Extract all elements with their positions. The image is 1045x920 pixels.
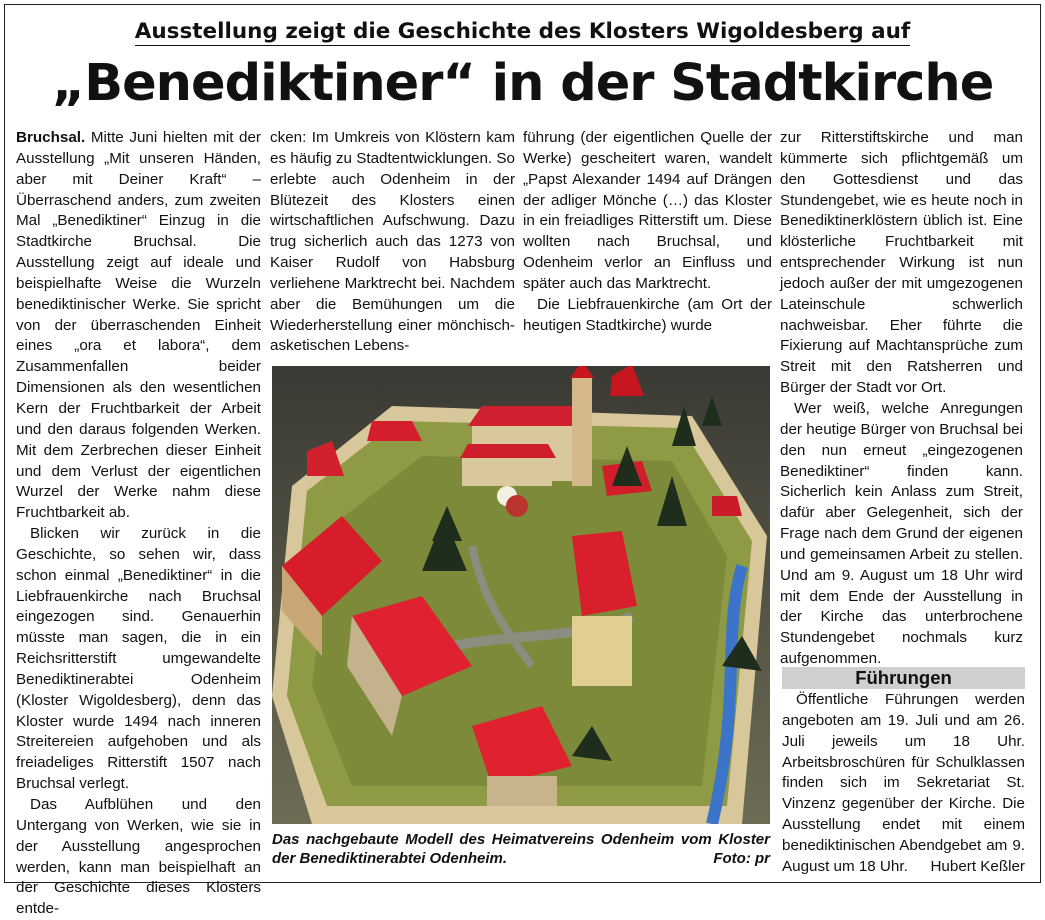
paragraph: Mitte Juni hielten mit der Ausstellung „Mit unseren Händen, aber mit Deiner Kraft“ – Überraschend anders, zum zweiten Mal „Benediktiner“ Einzug in die Stadtkirche Bruchsal. Die Ausstellung zeigt auf ideale und beispielhafte Weise die Wurzeln benediktinischer Werke. Sie spricht von der überraschenden Einheit eines „ora et labora“, dem Zusammenfallen beider Dimensionen als den wesentlichen Kern der Fruchtbarkeit der Arbeit und den daraus folgenden Werken. Mit dem Zerbrechen dieser Einheit und dem Verlust der eigentlichen Wurzel der Werke nahm diese Fruchtbarkeit ab. bbox=[16, 129, 261, 522]
author-name: Hubert Keßler bbox=[930, 857, 1025, 875]
dateline: Bruchsal. bbox=[16, 129, 86, 146]
subheading-fuehrungen: Führungen bbox=[782, 667, 1025, 689]
monastery-model-photo bbox=[272, 366, 770, 824]
paragraph: cken: Im Umkreis von Klöstern kam es häufig zu Stadtentwicklungen. So erlebte auch Odenheim in der Blütezeit des Klosters einen wirtschaftlichen Aufschwung. Dazu trug sicherlich auch das 1273 von Kaiser Rudolf von Habsburg verliehene Marktrecht bei. Nachdem aber die Bemühungen um die Wiederherstellung einer mönchisch-asketischen Lebens- bbox=[270, 129, 515, 355]
article-column-1 bbox=[16, 128, 261, 920]
photo-illustration bbox=[272, 366, 770, 824]
paragraph: Die Liebfrauenkirche (am Ort der heutigen Stadtkirche) wurde bbox=[523, 295, 772, 334]
article-column-2 bbox=[270, 128, 515, 357]
article-column-3 bbox=[523, 128, 772, 336]
paragraph: führung (der eigentlichen Quelle der Werke) gescheitert waren, wandelt „Papst Alexander 1494 auf Drängen der adliger Mönche (…) das Kloster in ein freiadliges Ritterstift um. Diese wollten nach Bruchsal, und Odenheim verlor an Einfluss und später auch das Marktrecht. bbox=[523, 129, 772, 292]
paragraph: Das Aufblühen und den Untergang von Werken, wie sie in der Ausstellung angesprochen werden, kann man beispielhaft an der Geschichte dieses Klosters entde- bbox=[16, 796, 261, 918]
paragraph: Wer weiß, welche Anregungen der heutige Bürger von Bruchsal bei den nun erneut „eingezogenen Benediktiner“ finden kann. Sicherlich kein Anlass zum Streit, dafür aber Gelegenheit, sich der Frage nach dem Grund der eigenen und gemeinsamen Arbeit zu stellen. Und am 9. August um 18 Uhr wird mit dem Ende der Ausstellung in der Kirche das unterbrochene Stundengebet nochmals kurz aufgenommen. bbox=[780, 399, 1023, 668]
kicker: Ausstellung zeigt die Geschichte des Klosters Wigoldesberg auf bbox=[134, 19, 911, 44]
paragraph: Blicken wir zurück in die Geschichte, so sehen wir, dass schon einmal „Benediktiner“ in die Liebfrauenkirche nach Bruchsal eingezogen sind. Genauerhin müsste man sagen, die in ein Reichsritterstift umgewandelte Benediktinerabtei Odenheim (Kloster Wigoldesberg), denn das Kloster wurde 1494 nach inneren Streitereien aufgehoben und als freiadeliges Ritterstift 1507 nach Bruchsal verlegt. bbox=[16, 525, 261, 793]
paragraph: zur Ritterstiftskirche und man kümmerte sich pflichtgemäß um den Gottesdienst und das Stundengebet, wie es heute noch in Benediktinerklöstern üblich ist. Eine klösterliche Fruchtbarkeit mit entsprechender Wirkung ist nun jedoch außer der mit umgezogenen Lateinschule schwerlich nachweisbar. Eher führte die Fixierung auf Machtansprüche zum Streit mit den Ratsherren und Bürger der Stadt vor Ort. bbox=[780, 129, 1023, 397]
newspaper-clipping bbox=[4, 4, 1041, 918]
headline: „Benediktiner“ in der Stadtkirche bbox=[51, 54, 994, 113]
photo-credit: Foto: pr bbox=[713, 850, 770, 867]
article-column-4 bbox=[780, 128, 1023, 670]
paragraph: Öffentliche Führungen werden angeboten am 19. Juli und am 26. Juli jeweils um 18 Uhr. Arbeitsbroschüren für Schulklassen finden sich im Sekretariat St. Vinzenz gegenüber der Kirche. Die Ausstellung endet mit einem benediktinischen Abendgebet am 9. August um 18 Uhr. Hubert Keßler bbox=[782, 690, 1025, 878]
photo-caption: Das nachgebaute Modell des Heimatvereins Odenheim vom Kloster der Benediktinerabtei Odenheim. Foto: pr bbox=[272, 831, 770, 867]
article-column-4-continued bbox=[782, 690, 1025, 878]
